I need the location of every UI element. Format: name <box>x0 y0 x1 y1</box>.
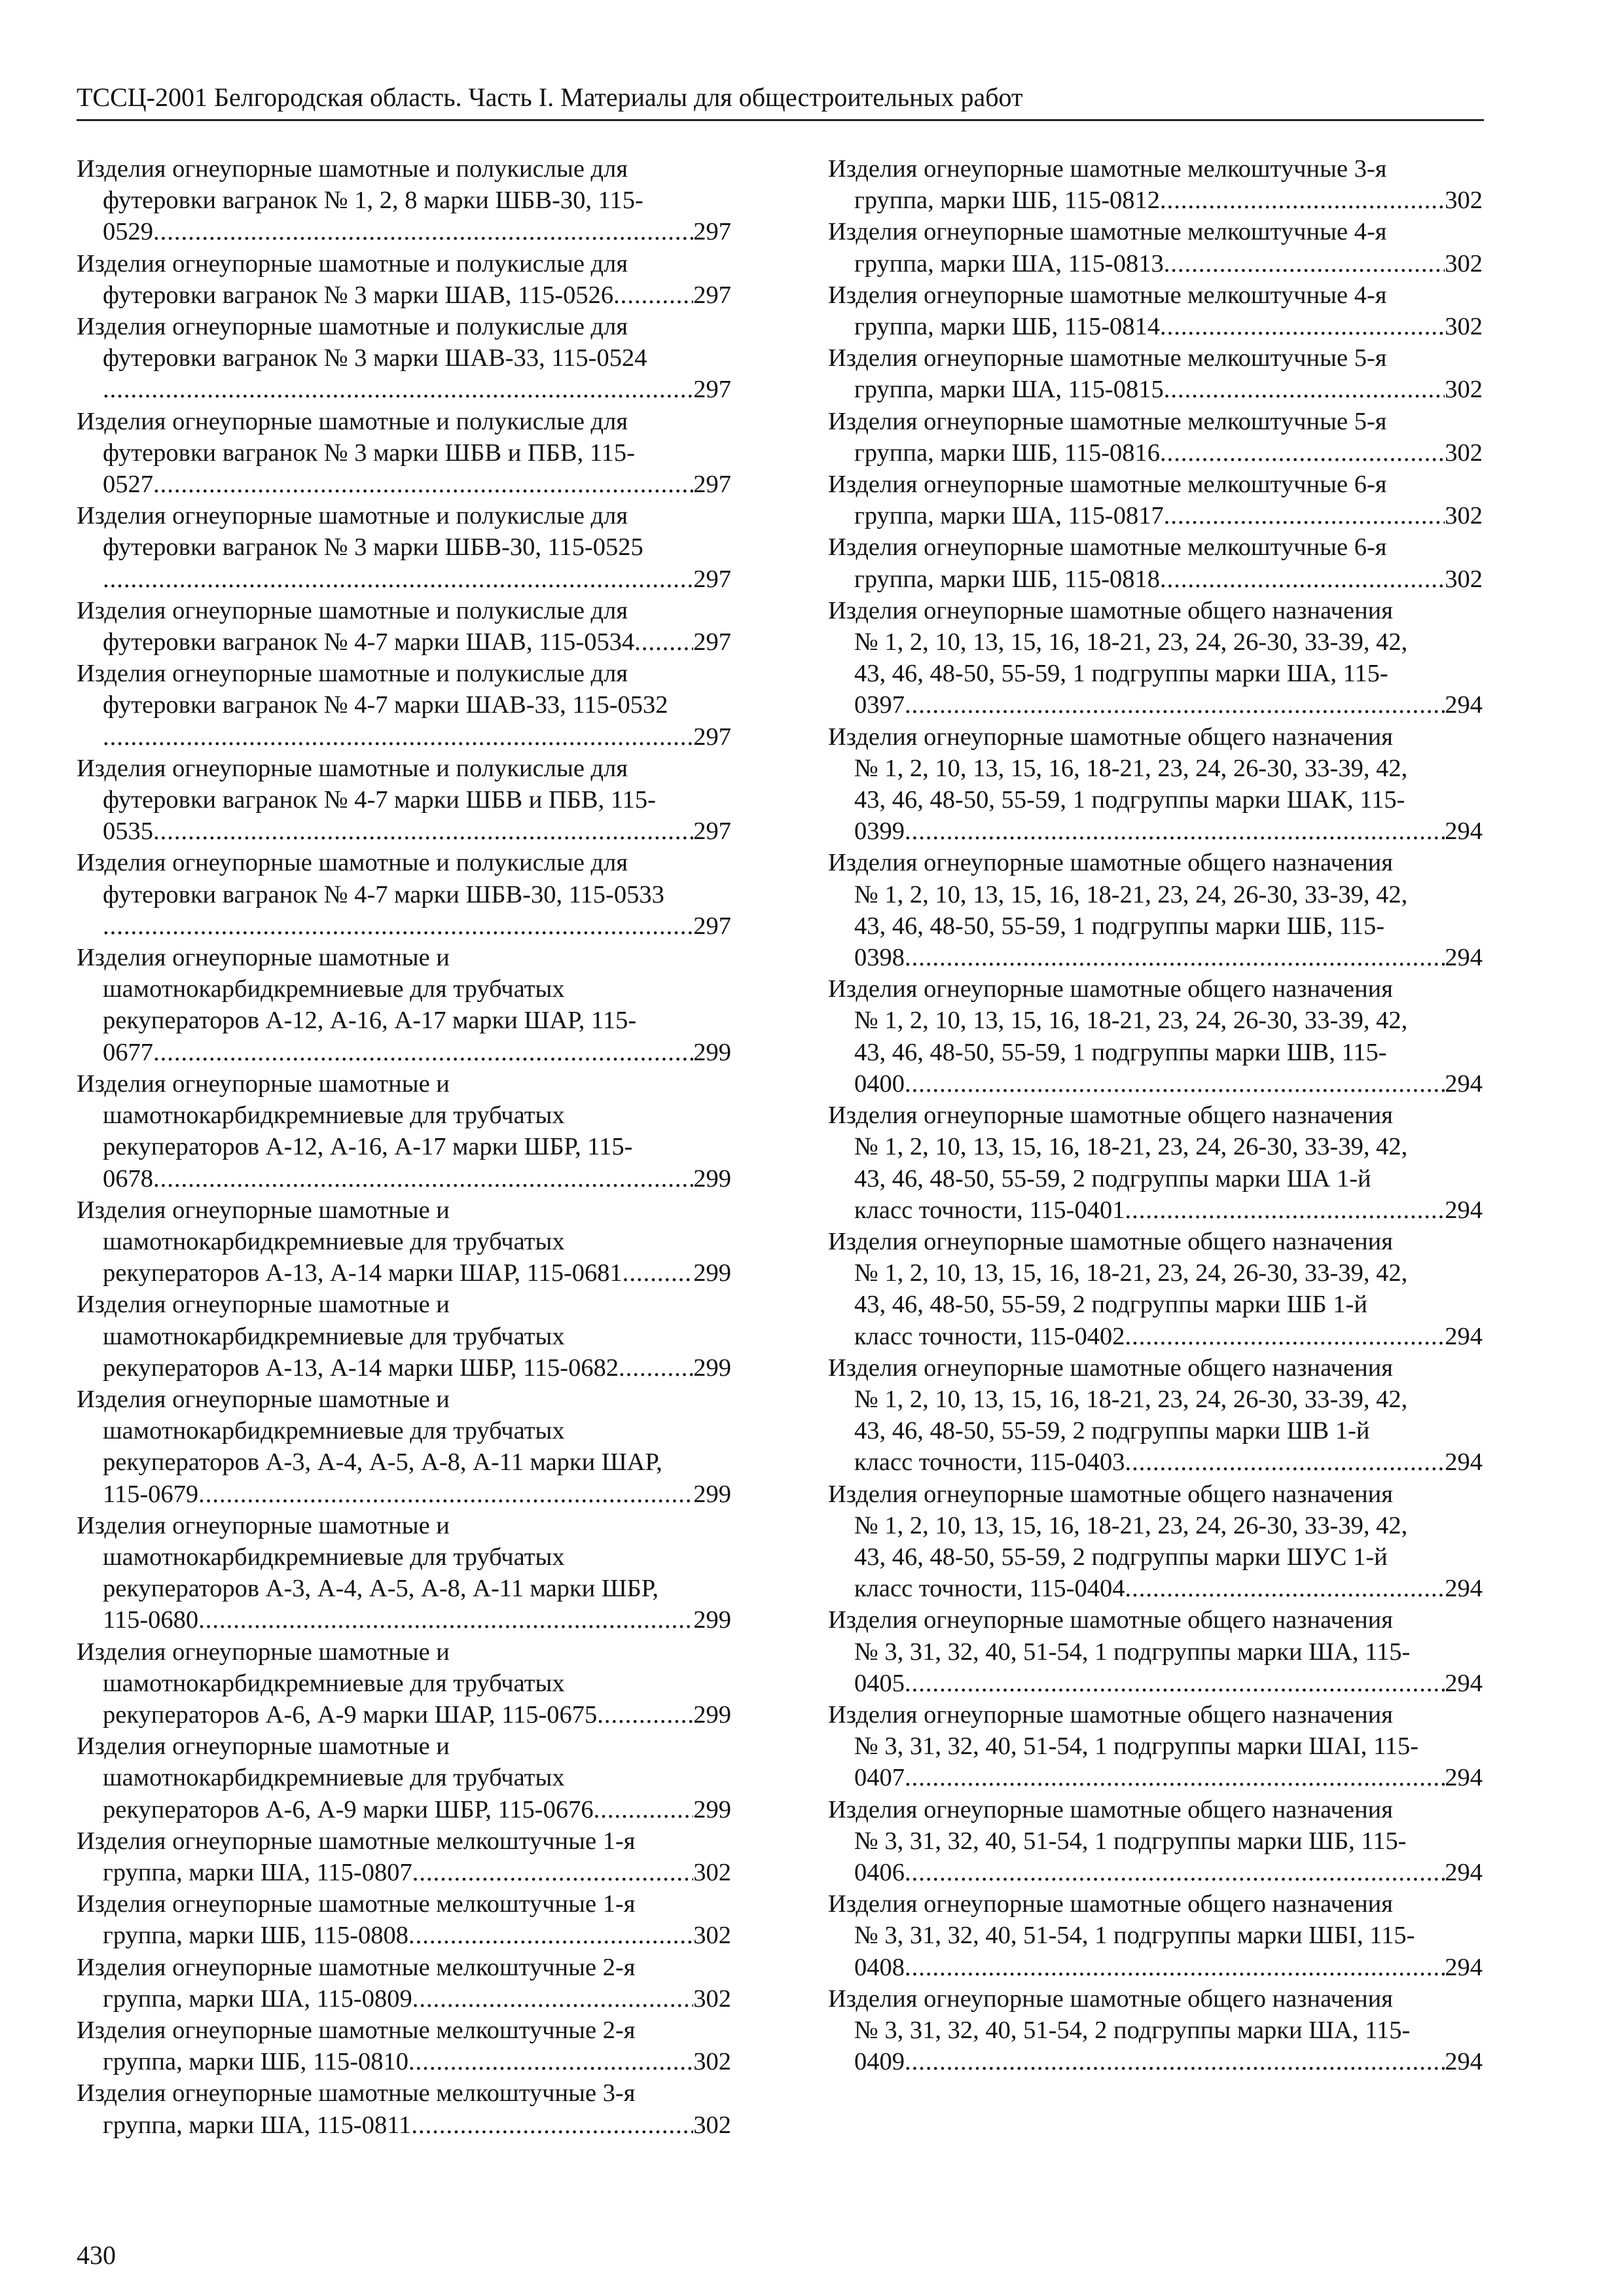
entry-page-number: 299 <box>693 1164 731 1193</box>
entry-final-line <box>828 1762 1483 1793</box>
entry-final-line <box>77 1479 731 1510</box>
entry-line-tail: группа, марки ША, 115-0807 <box>103 1858 412 1886</box>
entry-page-number: 302 <box>1445 249 1483 278</box>
entry-line-tail: группа, марки ШБ, 115-0810 <box>103 2048 409 2076</box>
entry-page-number: 302 <box>693 2111 731 2139</box>
entry-final-line <box>828 689 1483 721</box>
entry-final-line <box>77 2046 731 2077</box>
index-entry <box>828 216 1483 279</box>
entry-line: Изделия огнеупорные шамотные общего назначения <box>828 1984 1393 2013</box>
entry-line: рекуператоров А-3, А-4, А-5, А-8, А-11 марки ШАР, <box>103 1448 662 1477</box>
entry-final-line <box>828 1857 1483 1888</box>
entry-line: № 1, 2, 10, 13, 15, 16, 18-21, 23, 24, 26-30, 33-39, 42, <box>854 754 1408 782</box>
entry-page-number: 302 <box>693 2048 731 2076</box>
entry-line-tail: группа, марки ША, 115-0815 <box>854 376 1164 404</box>
entry-page-number: 294 <box>1445 691 1483 719</box>
entry-page-number: 294 <box>1445 1322 1483 1350</box>
index-entry <box>828 342 1483 405</box>
entry-line: футеровки вагранок № 3 марки ШБВ и ПБВ, 115- <box>103 439 635 467</box>
entry-page-number: 297 <box>693 628 731 656</box>
dot-leader <box>905 1668 1445 1699</box>
entry-line: Изделия огнеупорные шамотные общего назначения <box>828 596 1393 624</box>
dot-leader <box>619 1352 693 1384</box>
entry-line: 43, 46, 48-50, 55-59, 1 подгруппы марки ШАК, 115- <box>854 786 1405 814</box>
running-header: ТССЦ-2001 Белгородская область. Часть I. Материалы для общестроительных работ <box>77 82 1023 112</box>
entry-page-number: 302 <box>1445 376 1483 404</box>
entry-line-tail: 0407 <box>854 1764 905 1792</box>
entry-line-tail: 0535 <box>103 817 153 846</box>
dot-leader <box>1125 1446 1445 1478</box>
index-entry <box>828 1479 1483 1605</box>
dot-leader <box>1125 1321 1445 1352</box>
entry-line-tail: 0529 <box>103 218 153 246</box>
index-entry <box>828 153 1483 216</box>
entry-page-number: 294 <box>1445 1669 1483 1697</box>
entry-line: Изделия огнеупорные шамотные мелкоштучные 1-я <box>77 1890 636 1918</box>
entry-line: 43, 46, 48-50, 55-59, 1 подгруппы марки ША, 115- <box>854 660 1388 688</box>
entry-page-number: 299 <box>693 1480 731 1508</box>
dot-leader <box>905 1857 1445 1888</box>
dot-leader <box>408 2046 693 2077</box>
entry-line-tail: группа, марки ШБ, 115-0814 <box>854 313 1161 341</box>
entry-line: Изделия огнеупорные шамотные и полукислые для <box>77 249 628 278</box>
index-entry <box>828 973 1483 1100</box>
index-entry <box>77 1888 731 1951</box>
entry-final-line <box>828 1668 1483 1699</box>
dot-leader <box>905 1952 1445 1983</box>
index-entry <box>77 658 731 753</box>
entry-line: Изделия огнеупорные шамотные общего назначения <box>828 1700 1393 1729</box>
entry-line: Изделия огнеупорные шамотные общего назначения <box>828 1606 1393 1634</box>
index-entry <box>77 942 731 1068</box>
index-entry <box>77 406 731 501</box>
entry-line: 43, 46, 48-50, 55-59, 1 подгруппы марки ШВ, 115- <box>854 1038 1387 1066</box>
entry-line: футеровки вагранок № 4-7 марки ШБВ-30, 115-0533 <box>103 880 664 908</box>
dot-leader <box>597 1699 693 1731</box>
index-entry <box>828 721 1483 848</box>
dot-leader <box>1160 311 1445 342</box>
entry-line: № 3, 31, 32, 40, 51-54, 1 подгруппы марки ШБI, 115- <box>854 1922 1415 1950</box>
index-entry <box>828 406 1483 469</box>
entry-line: футеровки вагранок № 4-7 марки ШБВ и ПБВ, 115- <box>103 786 656 814</box>
dot-leader <box>103 374 693 405</box>
dot-leader <box>1160 564 1445 595</box>
index-entry <box>77 1068 731 1194</box>
entry-line-tail: 0400 <box>854 1069 905 1098</box>
dot-leader <box>594 1794 694 1825</box>
entry-line: Изделия огнеупорные шамотные общего назначения <box>828 723 1393 751</box>
entry-line-tail: группа, марки ШБ, 115-0808 <box>103 1922 409 1950</box>
dot-leader <box>1164 248 1445 279</box>
index-entry <box>77 1825 731 1888</box>
entry-page-number: 299 <box>693 1038 731 1066</box>
entry-final-line <box>828 2046 1483 2077</box>
entry-page-number: 302 <box>1445 439 1483 467</box>
entry-final-line <box>77 564 731 595</box>
entry-line: Изделия огнеупорные шамотные и полукислые для <box>77 155 628 183</box>
index-entry <box>828 1699 1483 1794</box>
dot-leader <box>153 816 693 847</box>
entry-page-number: 294 <box>1445 817 1483 846</box>
index-entry <box>828 1226 1483 1352</box>
entry-page-number: 299 <box>693 1795 731 1823</box>
entry-page-number: 297 <box>693 218 731 246</box>
entry-line-tail: 0406 <box>854 1858 905 1886</box>
entry-line: № 3, 31, 32, 40, 51-54, 1 подгруппы марки ША, 115- <box>854 1638 1411 1666</box>
entry-page-number: 302 <box>693 1922 731 1950</box>
entry-page-number: 294 <box>1445 1448 1483 1477</box>
entry-line: Изделия огнеупорные шамотные и полукислые для <box>77 754 628 782</box>
index-entry <box>77 153 731 248</box>
dot-leader <box>905 2046 1445 2077</box>
entry-final-line <box>77 1857 731 1888</box>
entry-line: Изделия огнеупорные шамотные и полукислые для <box>77 502 628 530</box>
entry-line: шамотнокарбидкремниевые для трубчатых <box>103 1227 565 1255</box>
entry-final-line <box>828 1321 1483 1352</box>
entry-line: № 1, 2, 10, 13, 15, 16, 18-21, 23, 24, 26-30, 33-39, 42, <box>854 1511 1408 1539</box>
dot-leader <box>153 469 693 500</box>
entry-line-tail: класс точности, 115-0403 <box>854 1448 1125 1477</box>
index-entry <box>828 1888 1483 1983</box>
entry-line-tail: рекуператоров А-6, А-9 марки ШАР, 115-0675 <box>103 1700 598 1729</box>
entry-line-tail: 0405 <box>854 1669 905 1697</box>
index-entry <box>77 1289 731 1384</box>
index-column-right <box>828 153 1483 2077</box>
entry-final-line <box>77 1699 731 1731</box>
dot-leader <box>1164 500 1445 531</box>
entry-line: Изделия огнеупорные шамотные мелкоштучные 6-я <box>828 533 1387 562</box>
entry-line: шамотнокарбидкремниевые для трубчатых <box>103 1102 565 1130</box>
entry-final-line <box>828 1573 1483 1604</box>
entry-page-number: 294 <box>1445 2048 1483 2076</box>
dot-leader <box>905 816 1445 847</box>
entry-line: № 1, 2, 10, 13, 15, 16, 18-21, 23, 24, 26-30, 33-39, 42, <box>854 1007 1408 1035</box>
entry-page-number: 299 <box>693 1354 731 1382</box>
dot-leader <box>408 1920 693 1951</box>
entry-line: Изделия огнеупорные шамотные и <box>77 1511 450 1539</box>
dot-leader <box>1125 1573 1445 1604</box>
entry-final-line <box>828 1446 1483 1478</box>
entry-line: Изделия огнеупорные шамотные мелкоштучные 4-я <box>828 281 1387 309</box>
entry-line: № 1, 2, 10, 13, 15, 16, 18-21, 23, 24, 26-30, 33-39, 42, <box>854 1385 1408 1413</box>
dot-leader <box>153 1163 693 1194</box>
entry-line-tail: класс точности, 115-0404 <box>854 1575 1125 1603</box>
entry-page-number: 302 <box>1445 502 1483 530</box>
index-entry <box>77 248 731 311</box>
entry-page-number: 294 <box>1445 944 1483 972</box>
entry-line: № 1, 2, 10, 13, 15, 16, 18-21, 23, 24, 26-30, 33-39, 42, <box>854 1259 1408 1287</box>
entry-line: шамотнокарбидкремниевые для трубчатых <box>103 975 565 1003</box>
entry-line-tail: футеровки вагранок № 4-7 марки ШАВ, 115-0534 <box>103 628 635 656</box>
entry-line: Изделия огнеупорные шамотные общего назначения <box>828 1890 1393 1918</box>
entry-final-line <box>77 816 731 847</box>
entry-line-tail: 0399 <box>854 817 905 846</box>
entry-line: 43, 46, 48-50, 55-59, 2 подгруппы марки ШБ 1-й <box>854 1291 1367 1319</box>
index-entry <box>77 1731 731 1825</box>
entry-final-line <box>77 1604 731 1636</box>
entry-final-line <box>77 1920 731 1951</box>
dot-leader <box>905 689 1445 721</box>
entry-line-tail: группа, марки ША, 115-0813 <box>854 249 1164 278</box>
entry-line-tail: группа, марки ШБ, 115-0812 <box>854 187 1161 215</box>
dot-leader <box>905 942 1445 973</box>
entry-line: Изделия огнеупорные шамотные общего назначения <box>828 975 1393 1003</box>
index-entry <box>77 1636 731 1731</box>
index-entry <box>77 1384 731 1510</box>
dot-leader <box>1160 185 1445 216</box>
entry-line-tail: 0677 <box>103 1038 153 1066</box>
entry-page-number: 302 <box>1445 565 1483 593</box>
index-entry <box>828 1100 1483 1226</box>
index-entry <box>828 279 1483 342</box>
dot-leader <box>623 1257 693 1289</box>
index-entry <box>828 847 1483 973</box>
entry-final-line <box>77 1352 731 1384</box>
entry-line: Изделия огнеупорные шамотные и <box>77 1069 450 1098</box>
entry-line-tail: 115-0679 <box>103 1480 199 1508</box>
entry-line-tail: класс точности, 115-0402 <box>854 1322 1125 1350</box>
entry-line-tail: 0408 <box>854 1953 905 1981</box>
entry-final-line <box>77 216 731 247</box>
index-entry <box>77 1510 731 1636</box>
index-entry <box>77 311 731 406</box>
entry-page-number: 302 <box>1445 313 1483 341</box>
entry-page-number: 299 <box>693 1700 731 1729</box>
entry-page-number: 294 <box>1445 1575 1483 1603</box>
index-entry <box>828 1794 1483 1889</box>
entry-final-line <box>828 1068 1483 1100</box>
entry-line: шамотнокарбидкремниевые для трубчатых <box>103 1417 565 1445</box>
dot-leader <box>153 1037 693 1068</box>
header-rule <box>77 119 1484 121</box>
entry-line-tail: 0397 <box>854 691 905 719</box>
entry-line: Изделия огнеупорные шамотные общего назначения <box>828 1102 1393 1130</box>
entry-line: Изделия огнеупорные шамотные и полукислые для <box>77 596 628 624</box>
entry-line: 43, 46, 48-50, 55-59, 2 подгруппы марки ША 1-й <box>854 1164 1371 1193</box>
entry-line: № 1, 2, 10, 13, 15, 16, 18-21, 23, 24, 26-30, 33-39, 42, <box>854 1133 1408 1161</box>
entry-line: шамотнокарбидкремниевые для трубчатых <box>103 1764 565 1792</box>
entry-final-line <box>828 942 1483 973</box>
entry-page-number: 294 <box>1445 1069 1483 1098</box>
dot-leader <box>1125 1194 1445 1226</box>
entry-line: Изделия огнеупорные шамотные общего назначения <box>828 1795 1393 1823</box>
entry-line: Изделия огнеупорные шамотные общего назначения <box>828 849 1393 877</box>
entry-line: Изделия огнеупорные шамотные и <box>77 1385 450 1413</box>
entry-final-line <box>828 311 1483 342</box>
entry-line: № 1, 2, 10, 13, 15, 16, 18-21, 23, 24, 26-30, 33-39, 42, <box>854 628 1408 656</box>
entry-line: Изделия огнеупорные шамотные и полукислые для <box>77 849 628 877</box>
index-entry <box>77 1952 731 2015</box>
entry-final-line <box>828 185 1483 216</box>
entry-line: Изделия огнеупорные шамотные и полукислые для <box>77 660 628 688</box>
dot-leader <box>613 279 693 311</box>
entry-line: футеровки вагранок № 1, 2, 8 марки ШБВ-30, 115- <box>103 187 643 215</box>
entry-line: рекуператоров А-12, А-16, А-17 марки ШБР, 115- <box>103 1133 633 1161</box>
index-entry <box>77 847 731 942</box>
dot-leader <box>1164 374 1445 405</box>
entry-line-tail: 0409 <box>854 2048 905 2076</box>
entry-page-number: 297 <box>693 723 731 751</box>
index-entry <box>828 469 1483 531</box>
entry-page-number: 297 <box>693 565 731 593</box>
entry-line: № 3, 31, 32, 40, 51-54, 2 подгруппы марки ША, 115- <box>854 2016 1411 2044</box>
entry-line: Изделия огнеупорные шамотные мелкоштучные 5-я <box>828 344 1387 372</box>
index-entry <box>77 2077 731 2140</box>
entry-line-tail: класс точности, 115-0401 <box>854 1196 1125 1224</box>
entry-line: № 1, 2, 10, 13, 15, 16, 18-21, 23, 24, 26-30, 33-39, 42, <box>854 880 1408 908</box>
entry-line: футеровки вагранок № 4-7 марки ШАВ-33, 115-0532 <box>103 691 668 719</box>
dot-leader <box>198 1479 693 1510</box>
entry-line-tail: рекуператоров А-13, А-14 марки ШБР, 115-0682 <box>103 1354 619 1382</box>
dot-leader <box>634 626 693 658</box>
entry-final-line <box>828 248 1483 279</box>
entry-page-number: 302 <box>1445 187 1483 215</box>
entry-line: Изделия огнеупорные шамотные и <box>77 1638 450 1666</box>
entry-page-number: 299 <box>693 1259 731 1287</box>
entry-line: 43, 46, 48-50, 55-59, 2 подгруппы марки ШУС 1-й <box>854 1543 1388 1571</box>
entry-final-line <box>828 1952 1483 1983</box>
entry-final-line <box>77 279 731 311</box>
entry-page-number: 302 <box>693 1858 731 1886</box>
entry-line: Изделия огнеупорные шамотные и <box>77 1196 450 1224</box>
entry-line: № 3, 31, 32, 40, 51-54, 1 подгруппы марки ШБ, 115- <box>854 1827 1407 1855</box>
entry-line-tail: 115-0680 <box>103 1606 199 1634</box>
entry-line: Изделия огнеупорные шамотные мелкоштучные 3-я <box>828 155 1387 183</box>
entry-line: Изделия огнеупорные шамотные мелкоштучные 1-я <box>77 1827 636 1855</box>
entry-line-tail: группа, марки ША, 115-0811 <box>103 2111 412 2139</box>
entry-final-line <box>828 500 1483 531</box>
entry-line: Изделия огнеупорные шамотные мелкоштучные 5-я <box>828 407 1387 435</box>
entry-page-number: 297 <box>693 817 731 846</box>
entry-page-number: 294 <box>1445 1196 1483 1224</box>
index-entry <box>828 1983 1483 2078</box>
entry-final-line <box>77 469 731 500</box>
index-entry <box>77 753 731 848</box>
entry-final-line <box>828 1194 1483 1226</box>
index-entry <box>828 595 1483 721</box>
index-column-left <box>77 153 731 2141</box>
entry-line: шамотнокарбидкремниевые для трубчатых <box>103 1322 565 1350</box>
dot-leader <box>198 1604 693 1636</box>
dot-leader <box>1160 437 1445 469</box>
entry-final-line <box>77 721 731 753</box>
entry-line: Изделия огнеупорные шамотные мелкоштучные 2-я <box>77 2016 636 2044</box>
dot-leader <box>103 910 693 942</box>
index-entry <box>828 531 1483 594</box>
entry-line: футеровки вагранок № 3 марки ШАВ-33, 115-0524 <box>103 344 647 372</box>
entry-line-tail: рекуператоров А-13, А-14 марки ШАР, 115-0681 <box>103 1259 623 1287</box>
entry-final-line <box>77 910 731 942</box>
entry-final-line <box>828 437 1483 469</box>
entry-line: Изделия огнеупорные шамотные мелкоштучные 3-я <box>77 2079 636 2108</box>
entry-line: Изделия огнеупорные шамотные и <box>77 944 450 972</box>
entry-page-number: 297 <box>693 471 731 499</box>
entry-line: рекуператоров А-12, А-16, А-17 марки ШАР, 115- <box>103 1007 637 1035</box>
entry-line: Изделия огнеупорные шамотные и полукислые для <box>77 407 628 435</box>
index-entry <box>77 1194 731 1289</box>
entry-final-line <box>77 1794 731 1825</box>
dot-leader <box>905 1068 1445 1100</box>
dot-leader <box>412 1983 694 2015</box>
entry-line-tail: 0678 <box>103 1164 153 1193</box>
dot-leader <box>905 1762 1445 1793</box>
entry-line-tail: группа, марки ША, 115-0817 <box>854 502 1164 530</box>
dot-leader <box>103 564 693 595</box>
entry-line: 43, 46, 48-50, 55-59, 1 подгруппы марки ШБ, 115- <box>854 912 1385 940</box>
entry-line: шамотнокарбидкремниевые для трубчатых <box>103 1669 565 1697</box>
entry-line-tail: футеровки вагранок № 3 марки ШАВ, 115-0526 <box>103 281 614 309</box>
index-entry <box>828 1604 1483 1699</box>
entry-final-line <box>77 1983 731 2015</box>
entry-line: Изделия огнеупорные шамотные мелкоштучные 6-я <box>828 471 1387 499</box>
dot-leader <box>153 216 693 247</box>
entry-line: Изделия огнеупорные шамотные мелкоштучные 4-я <box>828 218 1387 246</box>
entry-final-line <box>77 2109 731 2141</box>
entry-page-number: 294 <box>1445 1764 1483 1792</box>
entry-final-line <box>77 626 731 658</box>
dot-leader <box>412 1857 694 1888</box>
entry-final-line <box>77 1163 731 1194</box>
entry-line: Изделия огнеупорные шамотные мелкоштучные 2-я <box>77 1953 636 1981</box>
entry-line: шамотнокарбидкремниевые для трубчатых <box>103 1543 565 1571</box>
index-entry <box>77 500 731 595</box>
entry-line-tail: группа, марки ШБ, 115-0818 <box>854 565 1161 593</box>
entry-line: футеровки вагранок № 3 марки ШБВ-30, 115-0525 <box>103 533 643 562</box>
entry-line: Изделия огнеупорные шамотные общего назначения <box>828 1480 1393 1508</box>
entry-final-line <box>828 374 1483 405</box>
entry-page-number: 294 <box>1445 1858 1483 1886</box>
entry-page-number: 297 <box>693 281 731 309</box>
entry-line: Изделия огнеупорные шамотные общего назначения <box>828 1227 1393 1255</box>
index-entry <box>77 2015 731 2077</box>
entry-page-number: 302 <box>693 1984 731 2013</box>
entry-page-number: 294 <box>1445 1953 1483 1981</box>
entry-line-tail: группа, марки ША, 115-0809 <box>103 1984 412 2013</box>
entry-final-line <box>77 1257 731 1289</box>
entry-line: Изделия огнеупорные шамотные и полукислые для <box>77 313 628 341</box>
dot-leader <box>103 721 693 753</box>
entry-final-line <box>828 564 1483 595</box>
entry-line-tail: рекуператоров А-6, А-9 марки ШБР, 115-0676 <box>103 1795 594 1823</box>
entry-line: № 3, 31, 32, 40, 51-54, 1 подгруппы марки ШАI, 115- <box>854 1732 1419 1761</box>
entry-final-line <box>77 374 731 405</box>
page-number: 430 <box>77 2240 116 2270</box>
entry-line: рекуператоров А-3, А-4, А-5, А-8, А-11 марки ШБР, <box>103 1575 659 1603</box>
entry-line: 43, 46, 48-50, 55-59, 2 подгруппы марки ШВ 1-й <box>854 1417 1370 1445</box>
entry-page-number: 297 <box>693 376 731 404</box>
entry-line: Изделия огнеупорные шамотные и <box>77 1732 450 1761</box>
entry-line-tail: группа, марки ШБ, 115-0816 <box>854 439 1161 467</box>
dot-leader <box>411 2109 693 2141</box>
entry-line-tail: 0527 <box>103 471 153 499</box>
index-entry <box>828 1352 1483 1479</box>
entry-final-line <box>77 1037 731 1068</box>
entry-line-tail: 0398 <box>854 944 905 972</box>
index-entry <box>77 595 731 658</box>
entry-line: Изделия огнеупорные шамотные общего назначения <box>828 1354 1393 1382</box>
entry-page-number: 299 <box>693 1606 731 1634</box>
entry-page-number: 297 <box>693 912 731 940</box>
entry-final-line <box>828 816 1483 847</box>
entry-line: Изделия огнеупорные шамотные и <box>77 1291 450 1319</box>
